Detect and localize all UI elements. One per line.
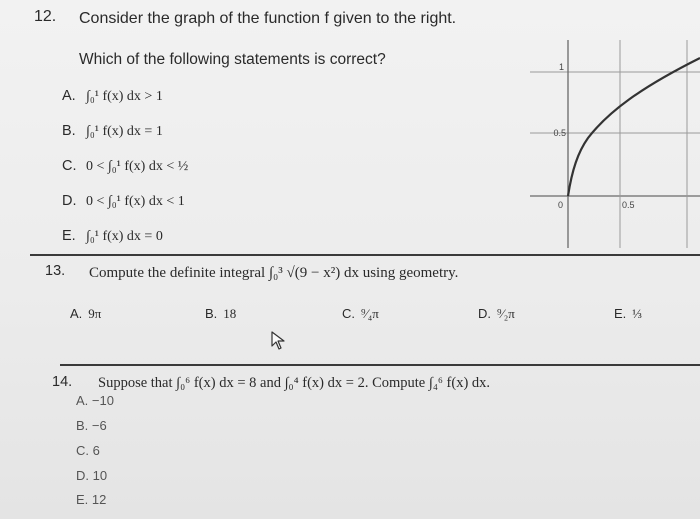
- option-label: B.: [62, 123, 76, 139]
- option-text: ∫₀¹ f(x) dx = 0: [86, 229, 163, 244]
- option-label: C.: [62, 158, 77, 174]
- y-tick-label-1: 1: [558, 62, 564, 72]
- option-text: 6: [92, 443, 100, 458]
- option-text: ∫₀¹ f(x) dx > 1: [86, 89, 163, 104]
- function-graph: [530, 20, 700, 250]
- option-text: ⅓: [632, 306, 643, 321]
- option-label: E.: [76, 492, 89, 507]
- option-text: −6: [91, 418, 107, 433]
- y-tick-label-half: 0.5: [553, 128, 566, 138]
- q14-option-d[interactable]: [76, 468, 107, 483]
- option-label: D.: [76, 468, 89, 483]
- q12-option-d[interactable]: [62, 193, 185, 210]
- option-text: ⁹⁄₄π: [361, 306, 379, 321]
- x-tick-label-half: 0.5: [622, 200, 635, 210]
- option-label: B.: [76, 418, 89, 433]
- question-14-prompt-text: Suppose that ∫₀⁶ f(x) dx = 8 and ∫₀⁴ f(x) dx = 2. Compute ∫₄⁶ f(x) dx.: [98, 375, 491, 391]
- option-label: C.: [76, 443, 89, 458]
- q12-option-e[interactable]: [62, 228, 163, 245]
- question-13-prompt: [89, 264, 458, 282]
- option-label: A.: [70, 306, 83, 321]
- q14-option-b[interactable]: [76, 418, 107, 433]
- option-text: 9π: [88, 306, 102, 321]
- q13-option-d[interactable]: [478, 306, 515, 322]
- question-14-number: 14.: [52, 374, 73, 390]
- option-label: E.: [62, 228, 76, 244]
- divider: [60, 364, 700, 366]
- mouse-pointer-icon: [271, 331, 287, 351]
- option-label: C.: [342, 306, 355, 321]
- q12-option-c[interactable]: [62, 158, 188, 175]
- function-curve: [568, 58, 700, 196]
- q12-option-a[interactable]: [62, 88, 163, 105]
- option-label: B.: [205, 306, 218, 321]
- q13-option-a[interactable]: [70, 306, 101, 322]
- option-text: 0 < ∫₀¹ f(x) dx < ½: [86, 159, 189, 174]
- option-label: E.: [614, 306, 627, 321]
- option-text: ∫₀¹ f(x) dx = 1: [86, 124, 163, 139]
- option-label: D.: [478, 306, 491, 321]
- q14-option-a[interactable]: [76, 393, 114, 408]
- q14-option-e[interactable]: [76, 492, 106, 507]
- q13-option-b[interactable]: [205, 306, 236, 322]
- option-text: −10: [91, 393, 114, 408]
- question-13-prompt-text: Compute the definite integral ∫₀³ √(9 − x²) dx using geometry.: [89, 265, 459, 281]
- option-text: 0 < ∫₀¹ f(x) dx < 1: [86, 194, 185, 209]
- question-13-number: 13.: [45, 263, 66, 279]
- option-label: D.: [62, 193, 77, 209]
- option-text: 18: [223, 306, 237, 321]
- option-label: A.: [76, 393, 89, 408]
- q14-option-c[interactable]: [76, 443, 100, 458]
- question-12-number: 12.: [34, 8, 57, 25]
- divider: [30, 254, 700, 256]
- origin-label: 0: [558, 200, 564, 210]
- option-text: 10: [92, 468, 108, 483]
- question-14-prompt: [98, 375, 490, 392]
- option-text: 12: [91, 492, 107, 507]
- q13-option-c[interactable]: [342, 306, 379, 322]
- q13-option-e[interactable]: [614, 306, 642, 322]
- question-12-subprompt: Which of the following statements is correct?: [79, 51, 386, 68]
- option-label: A.: [62, 88, 76, 104]
- question-12-prompt: Consider the graph of the function f given to the right.: [79, 10, 457, 27]
- option-text: ⁹⁄₂π: [497, 306, 515, 321]
- q12-option-b[interactable]: [62, 123, 163, 140]
